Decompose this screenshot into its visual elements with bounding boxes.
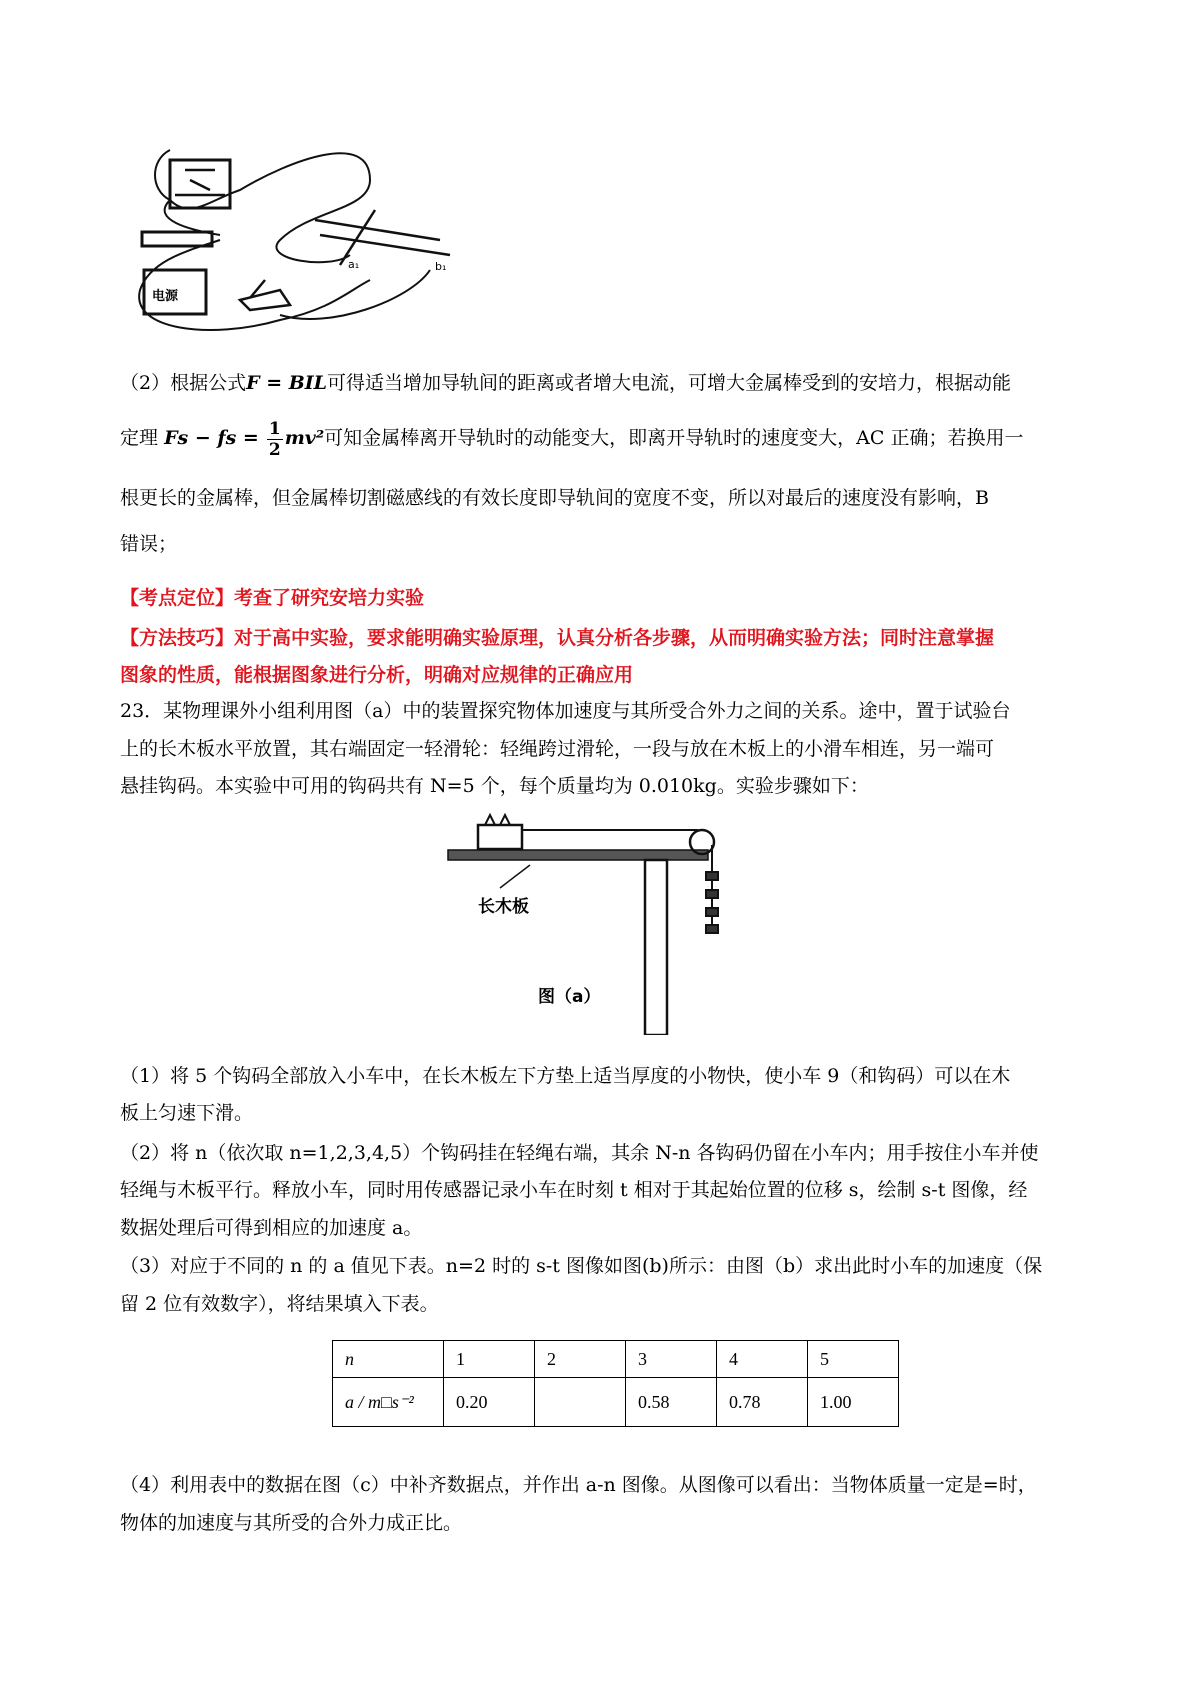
kaodian-note: 【考点定位】考查了研究安培力实验: [120, 587, 425, 609]
step1-line-2: 板上匀速下滑。: [120, 1102, 254, 1124]
table-row-label: a / m□s⁻²: [333, 1378, 444, 1427]
table-cell: 1.00: [808, 1378, 899, 1427]
table-cell: 2: [535, 1341, 626, 1378]
fangfa-note-2: 图象的性质，能根据图象进行分析，明确对应规律的正确应用: [120, 664, 634, 686]
label-b1: b₁: [435, 260, 447, 273]
table-cell: 5: [808, 1341, 899, 1378]
q23-line-2: 上的长木板水平放置，其右端固定一轻滑轮：轻绳跨过滑轮，一段与放在木板上的小滑车相连，另一端可: [120, 738, 995, 760]
table-header-label: n: [333, 1341, 444, 1378]
formula-energy-lhs: Fs − fs =: [164, 427, 259, 449]
step4-line-1: （4）利用表中的数据在图（c）中补齐数据点，并作出 a-n 图像。从图像可以看出：当物体质量一定是=时，: [120, 1474, 1037, 1496]
table-cell: [535, 1378, 626, 1427]
table-row: [333, 1341, 899, 1378]
step2-line-2: 轻绳与木板平行。释放小车，同时用传感器记录小车在时刻 t 相对于其起始位置的位移 s，绘制 s-t 图像，经: [120, 1179, 1028, 1201]
fraction-half: $\frac{1}{2}$: [268, 418, 281, 460]
solution-line-1: （2）根据公式F = BIL可得适当增加导轨间的距离或者增大电流，可增大金属棒受到的安培力，根据动能: [120, 372, 1012, 394]
table-cell: 0.58: [626, 1378, 717, 1427]
fangfa-note-1: 【方法技巧】对于高中实验，要求能明确实验原理，认真分析各步骤，从而明确实验方法；同时注意掌握: [120, 627, 995, 649]
circuit-figure: [130, 140, 460, 340]
q23-line-1: 23．某物理课外小组利用图（a）中的装置探究物体加速度与其所受合外力之间的关系。途中，置于试验台: [120, 700, 1011, 722]
table-cell: 4: [717, 1341, 808, 1378]
step4-line-2: 物体的加速度与其所受的合外力成正比。: [120, 1512, 463, 1534]
figure-a-caption: 图（a）: [538, 987, 601, 1007]
step3-line-2: 留 2 位有效数字），将结果填入下表。: [120, 1293, 439, 1315]
step2-line-1: （2）将 n（依次取 n=1,2,3,4,5）个钩码挂在轻绳右端，其余 N-n 各钩码仍留在小车内；用手按住小车并使: [120, 1142, 1039, 1164]
battery-label: 电源: [152, 289, 179, 304]
solution-line-4: 错误；: [120, 533, 178, 555]
step3-line-1: （3）对应于不同的 n 的 a 值见下表。n=2 时的 s-t 图像如图(b)所示：由图（b）求出此时小车的加速度（保: [120, 1255, 1043, 1277]
table-cell: 3: [626, 1341, 717, 1378]
solution-line-2: 定理 Fs − fs = $\frac{1}{2}$ mv²可知金属棒离开导轨时的动能变大，即离开导轨时的速度变大，AC 正确；若换用一: [120, 418, 1024, 460]
step1-line-1: （1）将 5 个钩码全部放入小车中，在长木板左下方垫上适当厚度的小物快，使小车 9（和钩码）可以在木: [120, 1065, 1011, 1087]
solution-line-3: 根更长的金属棒，但金属棒切割磁感线的有效长度即导轨间的宽度不变，所以对最后的速度没有影响，B: [120, 487, 989, 509]
step2-line-3: 数据处理后可得到相应的加速度 a。: [120, 1217, 423, 1239]
board-label: 长木板: [478, 897, 529, 917]
table-cell: 0.20: [444, 1378, 535, 1427]
table-row: [333, 1378, 899, 1427]
formula-energy-rhs: mv²: [284, 427, 325, 449]
acceleration-table: [332, 1340, 899, 1427]
table-cell: 1: [444, 1341, 535, 1378]
formula-f-bil: F = BIL: [246, 372, 328, 394]
table-cell: 0.78: [717, 1378, 808, 1427]
label-a1: a₁: [348, 258, 360, 271]
q23-line-3: 悬挂钩码。本实验中可用的钩码共有 N=5 个，每个质量均为 0.010kg。实验步骤如下：: [120, 775, 869, 797]
apparatus-figure-a: [440, 780, 760, 1035]
